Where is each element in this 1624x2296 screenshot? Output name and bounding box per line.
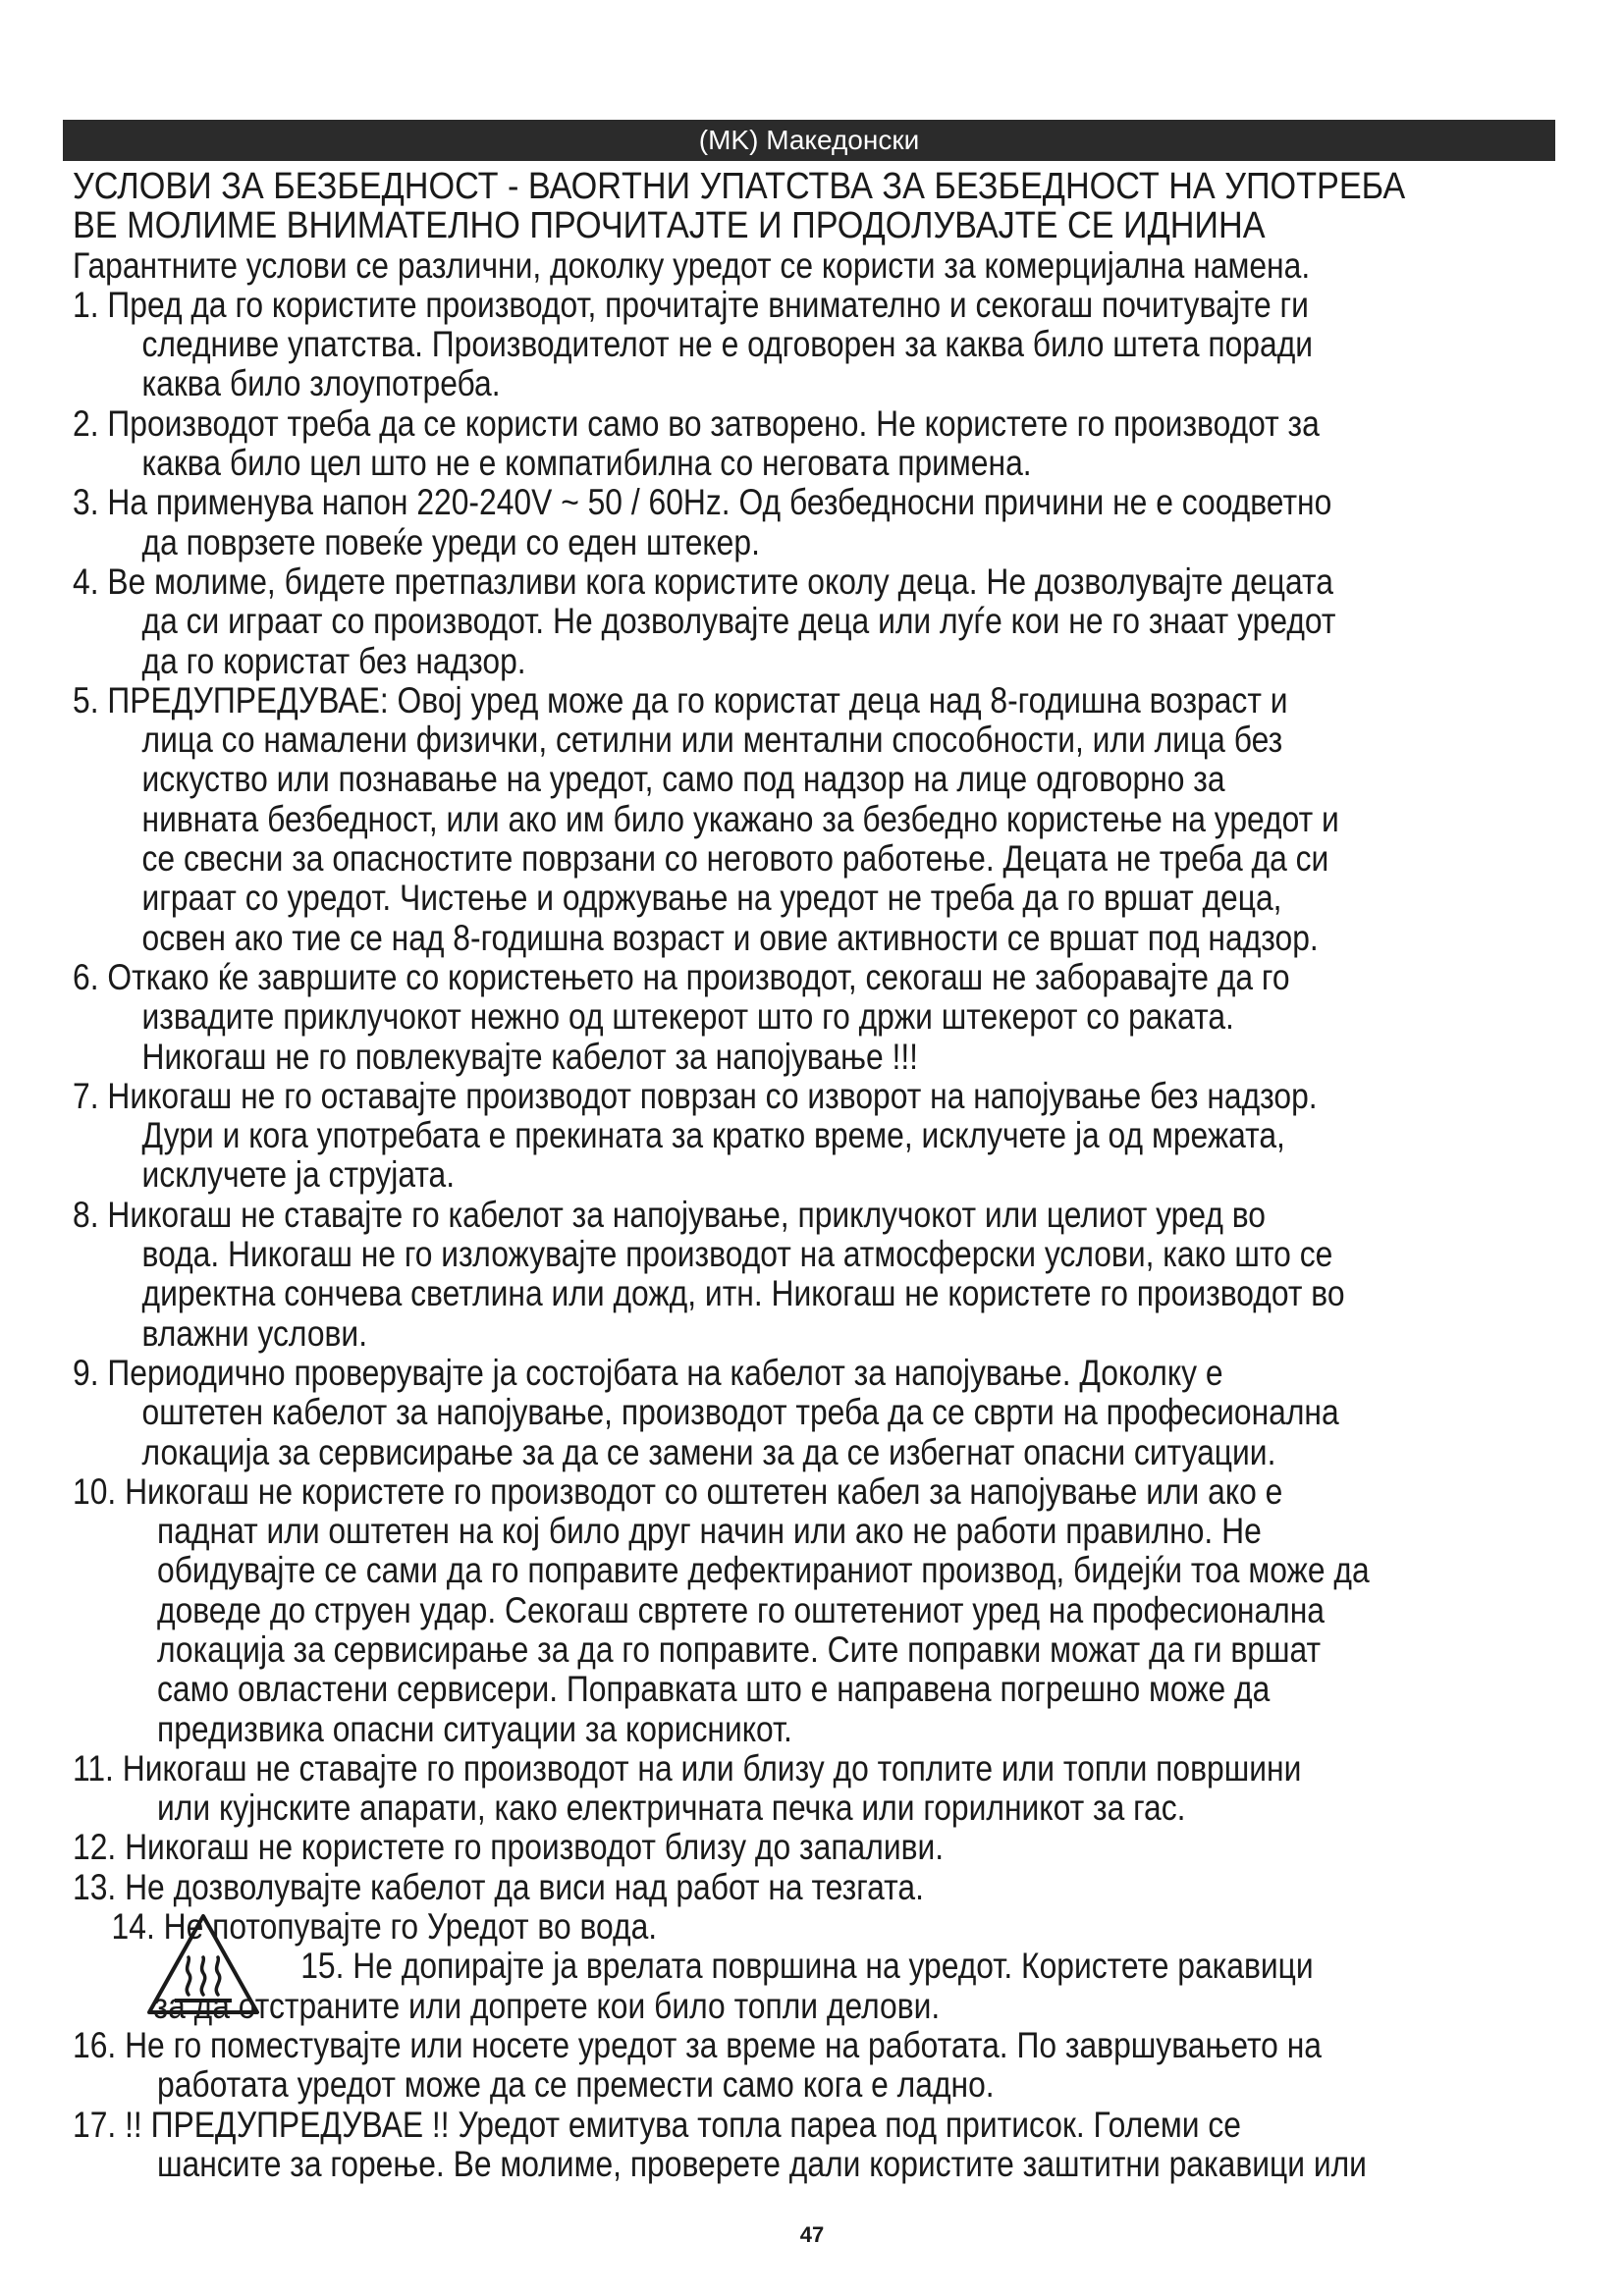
item-line: 2. Производот треба да се користи само во затворено. Не користете го производот за bbox=[73, 402, 1320, 444]
list-item-6 bbox=[73, 958, 1565, 1077]
safety-instructions bbox=[73, 167, 1565, 2184]
item-line: се свесни за опасностите поврзани со неговото работење. Децата не треба да си bbox=[141, 838, 1329, 880]
title-line: УСЛОВИ ЗА БЕЗБЕДНОСТ - ВАОRТНИ УПАТСТВА ЗА БЕЗБЕДНОСТ НА УПОТРЕБА bbox=[73, 166, 1406, 207]
list-item-5 bbox=[73, 681, 1565, 958]
item-line: 12. Никогаш не користете го производот близу до запаливи. bbox=[73, 1827, 945, 1868]
item-line: директна сончева светлина или дожд, итн. Никогаш не користете го производот во bbox=[141, 1273, 1345, 1314]
list-item-8 bbox=[73, 1196, 1565, 1354]
list-item-4 bbox=[73, 562, 1565, 681]
item-line: да поврзете повеќе уреди со еден штекер. bbox=[141, 521, 760, 562]
item-line: 4. Ве молиме, бидете претпазливи кога користите околу деца. Не дозволувајте децата bbox=[73, 561, 1333, 602]
list-item-16 bbox=[73, 2026, 1565, 2106]
item-line: 7. Никогаш не го оставајте производот поврзан со изворот на напојување без надзор. bbox=[73, 1075, 1318, 1116]
list-item-3 bbox=[73, 483, 1565, 562]
list-item-14 bbox=[73, 1907, 1565, 1947]
item-line: 17. !! ПРЕДУПРЕДУВАЕ !! Уредот емитува топла пареа под притисок. Големи се bbox=[73, 2104, 1242, 2145]
item-line: 8. Никогаш не ставајте го кабелот за напојување, приклучокот или целиот уред во bbox=[73, 1194, 1267, 1235]
item-line: 16. Не го поместувајте или носете уредот за време на работата. По завршувањето на bbox=[73, 2024, 1322, 2065]
item-line: извадите приклучокот нежно од штекерот што го држи штекерот со раката. bbox=[141, 996, 1234, 1038]
item-line: лица со намалени физички, сетилни или ментални способности, или лица без bbox=[141, 720, 1283, 761]
item-line: 3. На применува напон 220-240V ~ 50 / 60Hz. Од безбедносни причини не е соодветно bbox=[73, 482, 1332, 523]
item-line: или кујнските апарати, како електричната печка или горилникот за гас. bbox=[157, 1788, 1186, 1829]
item-line: Дури и кога употребата е прекината за кратко време, исклучете ја од мрежата, bbox=[141, 1115, 1285, 1156]
item-line: вода. Никогаш не го изложувајте производот на атмосферски услови, како што се bbox=[141, 1234, 1333, 1275]
item-line: за да отстраните или допрете кои било топли делови. bbox=[153, 1985, 941, 2026]
list-item-17 bbox=[73, 2106, 1565, 2185]
item-line: предизвика опасни ситуации за корисникот. bbox=[157, 1708, 792, 1749]
item-line: работата уредот може да се премести само кога е ладно. bbox=[157, 2064, 995, 2106]
item-line: 1. Пред да го користите производот, прочитајте внимателно и секогаш почитувајте ги bbox=[73, 284, 1309, 325]
hot-surface-warning-icon bbox=[145, 1912, 261, 2016]
item-line: шансите за горење. Ве молиме, проверете дали користите заштитни ракавици или bbox=[157, 2143, 1367, 2184]
list-item-7 bbox=[73, 1077, 1565, 1196]
list-item-1 bbox=[73, 286, 1565, 404]
item-line: исклучете ја струјата. bbox=[141, 1154, 456, 1196]
item-line: 15. Не допирајте ја врелата површина на уредот. Користете ракавици bbox=[300, 1946, 1314, 1987]
item-line: оштетен кабелот за напојување, производот треба да се сврти на професионална bbox=[141, 1392, 1339, 1433]
item-line: влажни услови. bbox=[141, 1312, 368, 1354]
list-item-2 bbox=[73, 404, 1565, 484]
item-line: да го користат без надзор. bbox=[141, 640, 526, 681]
item-line: 13. Не дозволувајте кабелот да виси над работ на тезгата. bbox=[73, 1866, 924, 1907]
item-line: играат со уредот. Чистење и одржување на уредот не треба да го вршат деца, bbox=[141, 878, 1282, 919]
item-line: само овластени сервисери. Поправката што е направена погрешно може да bbox=[157, 1669, 1271, 1710]
list-item-13 bbox=[73, 1868, 1565, 1907]
list-item-10 bbox=[73, 1472, 1565, 1749]
item-line: локација за сервисирање за да се замени за да се избегнат опасни ситуации. bbox=[141, 1431, 1276, 1472]
item-line: 11. Никогаш не ставајте го производот на или близу до топлите или топли површини bbox=[73, 1747, 1302, 1789]
item-line: обидувајте се сами да го поправите дефектираниот производ, бидејќи тоа може да bbox=[157, 1550, 1370, 1591]
section-title bbox=[73, 167, 1565, 246]
item-line: 10. Никогаш не користете го производот со оштетен кабел за напојување или ако е bbox=[73, 1470, 1283, 1512]
list-item-11 bbox=[73, 1749, 1565, 1829]
item-line: каква било цел што не е компатибилна со неговата примена. bbox=[141, 443, 1032, 484]
item-line: паднат или оштетен на кој било друг начин или ако не работи правилно. Не bbox=[157, 1511, 1262, 1552]
language-header-bar: (MK) Македонски bbox=[63, 120, 1555, 161]
item-line: каква било злоупотреба. bbox=[141, 363, 501, 404]
item-line: доведе до струен удар. Секогаш свртете го оштетениот уред на професионална bbox=[157, 1589, 1326, 1630]
intro-text: Гарантните услови се различни, доколку уредот се користи за комерцијална намена. bbox=[73, 244, 1311, 286]
item-line: Никогаш не го повлекувајте кабелот за напојување !!! bbox=[141, 1036, 919, 1077]
item-line: следниве упатства. Производителот не е одговорен за каква било штета поради bbox=[141, 324, 1314, 365]
title-line: ВЕ МОЛИМЕ ВНИМАТЕЛНО ПРОЧИТАЈТЕ И ПРОДОЛУВАЈТЕ СЕ ИДНИНА bbox=[73, 205, 1266, 247]
item-line: освен ако тие се над 8-годишна возраст и овие активности се вршат под надзор. bbox=[141, 917, 1319, 958]
item-line: 9. Периодично проверувајте ја состојбата на кабелот за напојување. Доколку е bbox=[73, 1352, 1223, 1393]
item-line: 5. ПРЕДУПРЕДУВАЕ: Овој уред може да го користат деца над 8-годишна возраст и bbox=[73, 679, 1288, 721]
page-number: 47 bbox=[799, 2222, 825, 2247]
item-line: нивната безбедност, или ако им било укажано за безбедно користење на уредот и bbox=[141, 798, 1339, 839]
item-line: 6. Откако ќе завршите со користењето на производот, секогаш не заборавајте да го bbox=[73, 956, 1290, 997]
list-item-15 bbox=[73, 1947, 1565, 2026]
item-line: искуство или познавање на уредот, само под надзор на лице одговорно за bbox=[141, 759, 1225, 800]
item-line: да си играат со производот. Не дозволувајте деца или луѓе кои не го знаат уредот bbox=[141, 601, 1336, 642]
item-line: локација за сервисирање за да го поправите. Сите поправки можат да ги вршат bbox=[157, 1629, 1322, 1670]
list-item-12 bbox=[73, 1828, 1565, 1867]
item-line: 14. Не потопувајте го Уредот во вода. bbox=[111, 1906, 658, 1948]
list-item-9 bbox=[73, 1354, 1565, 1472]
